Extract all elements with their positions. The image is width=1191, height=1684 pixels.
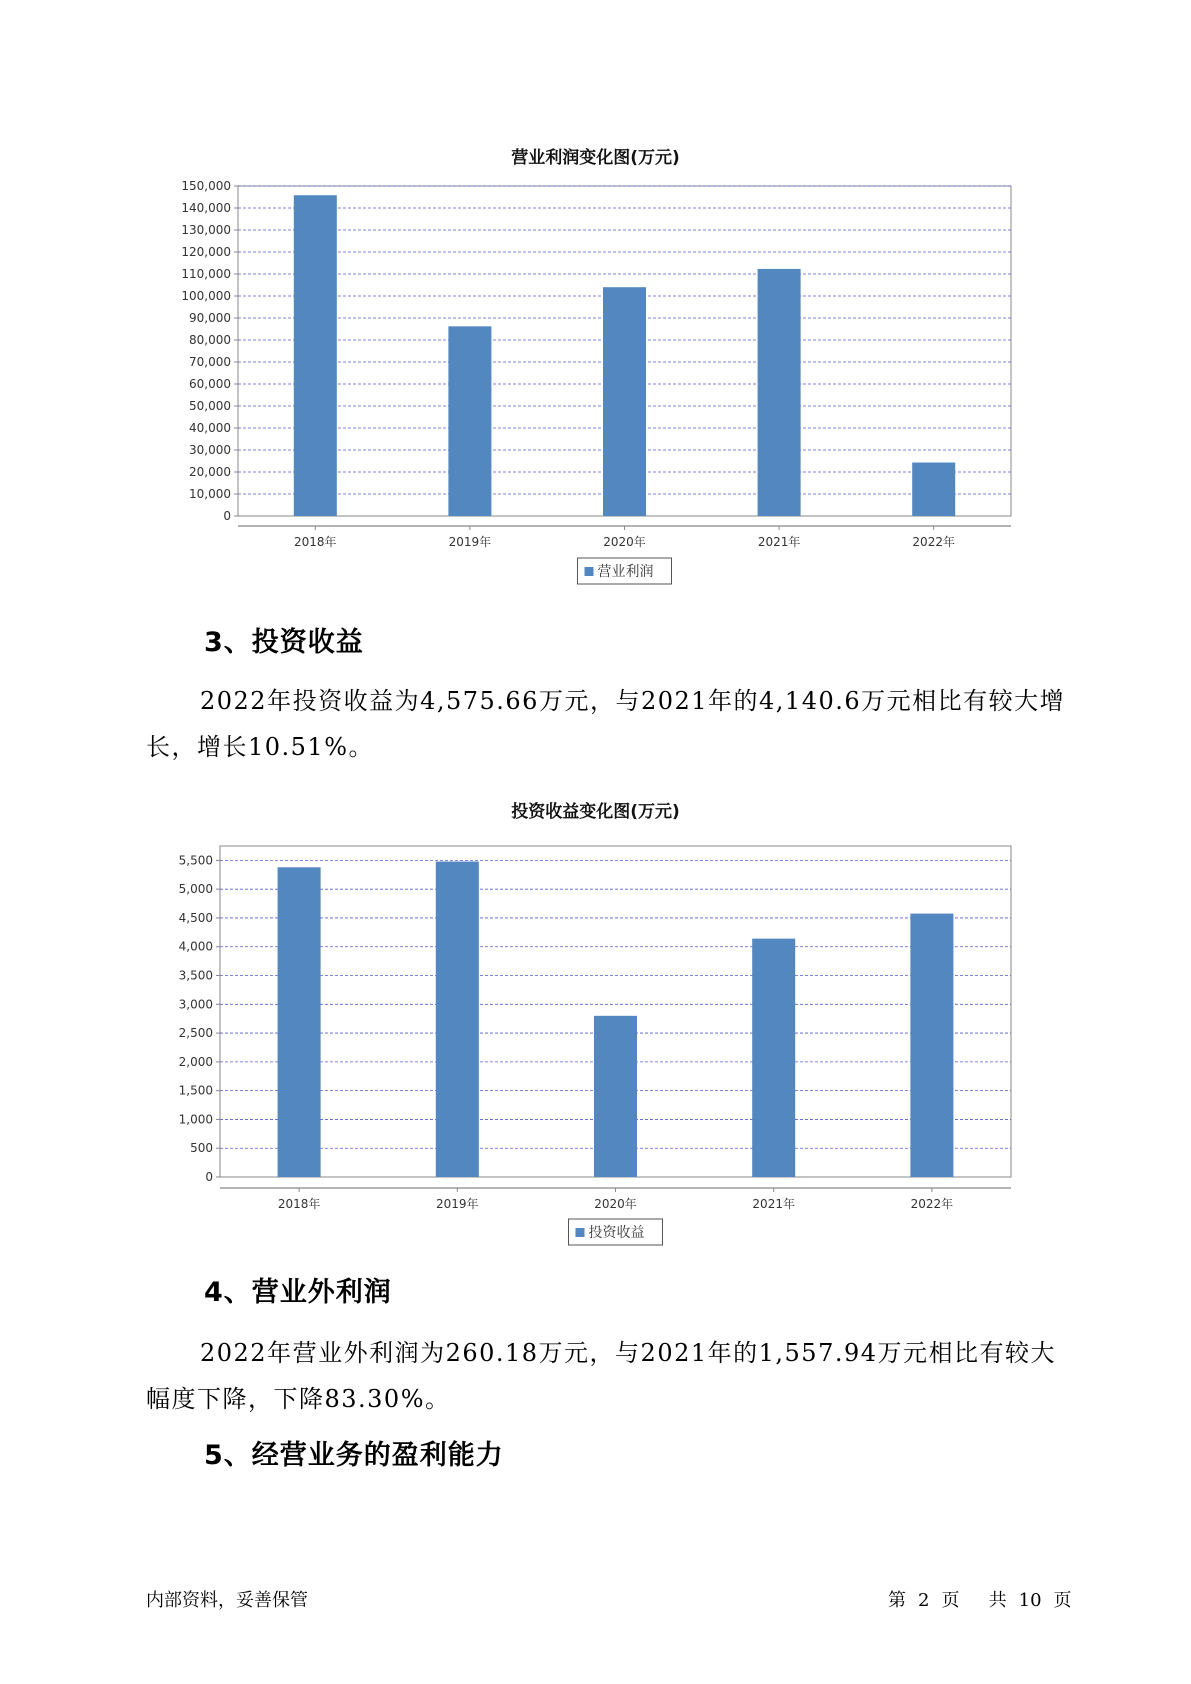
y-tick-label: 0	[223, 509, 231, 523]
y-tick-label: 4,500	[178, 910, 213, 925]
x-tick-label: 2021年	[757, 535, 801, 549]
section-3-paragraph: 2022年投资收益为4,575.66万元，与2021年的4,140.6万元相比有较大增长，增长10.51%。	[146, 687, 1066, 761]
y-tick-label: 90,000	[189, 311, 231, 325]
footer-page-info	[882, 1586, 1078, 1612]
section-4-paragraph: 2022年营业外利润为260.18万元，与2021年的1,557.94万元相比有较大幅度下降，下降83.30%。	[146, 1339, 1057, 1413]
y-tick-label: 1,000	[178, 1112, 213, 1127]
footer-page-prefix: 第	[888, 1590, 906, 1611]
chart2-title: 投资收益变化图(万元)	[511, 802, 680, 822]
chart1-title: 营业利润变化图(万元)	[511, 148, 680, 168]
y-tick-label: 120,000	[181, 245, 231, 259]
footer-page-unit: 页	[941, 1590, 960, 1611]
y-tick-label: 140,000	[181, 201, 231, 215]
footer-confidential: 内部资料，妥善保管	[146, 1590, 308, 1611]
y-tick-label: 3,000	[178, 997, 213, 1012]
y-tick-label: 60,000	[189, 377, 231, 391]
y-tick-label: 0	[205, 1170, 213, 1184]
x-tick-label: 2019年	[448, 535, 492, 549]
y-tick-label: 100,000	[181, 289, 231, 303]
section-5-heading: 5、经营业务的盈利能力	[204, 1440, 504, 1471]
y-tick-label: 30,000	[189, 443, 231, 457]
y-tick-label: 40,000	[189, 421, 231, 435]
y-tick-label: 110,000	[181, 267, 231, 281]
x-tick-label: 2018年	[294, 535, 337, 549]
y-tick-label: 80,000	[189, 333, 231, 347]
y-tick-label: 50,000	[189, 399, 231, 413]
y-tick-label: 130,000	[181, 223, 231, 237]
footer-total-unit: 页	[1053, 1590, 1072, 1611]
y-tick-label: 5,000	[178, 882, 213, 897]
y-tick-label: 2,000	[178, 1054, 213, 1069]
x-tick-label: 2019年	[436, 1197, 479, 1211]
x-tick-label: 2022年	[912, 535, 955, 549]
x-tick-label: 2018年	[277, 1197, 321, 1211]
x-tick-label: 2021年	[752, 1197, 795, 1211]
bar-2021年	[752, 939, 795, 1177]
legend-label: 投资收益	[588, 1225, 645, 1241]
y-tick-label: 3,500	[178, 968, 213, 983]
y-tick-label: 1,500	[178, 1083, 213, 1098]
y-tick-label: 4,000	[178, 939, 213, 954]
x-tick-label: 2022年	[910, 1197, 954, 1211]
y-tick-label: 150,000	[181, 179, 231, 193]
y-tick-label: 2,500	[178, 1026, 213, 1041]
footer-page-number: 2	[918, 1590, 930, 1611]
y-tick-label: 70,000	[189, 355, 231, 369]
footer-total-prefix: 共	[988, 1590, 1007, 1611]
bar-2019年	[436, 862, 479, 1177]
bar-2020年	[594, 1016, 637, 1177]
x-tick-label: 2020年	[603, 535, 646, 549]
section-4-heading: 4、营业外利润	[204, 1277, 392, 1308]
legend-swatch	[576, 1228, 585, 1237]
bar-2022年	[910, 914, 953, 1177]
footer-total-pages: 10	[1018, 1590, 1042, 1611]
y-tick-label: 10,000	[189, 487, 231, 501]
y-tick-label: 500	[190, 1141, 213, 1156]
y-tick-label: 20,000	[189, 465, 231, 479]
x-tick-label: 2020年	[594, 1197, 637, 1211]
y-tick-label: 5,500	[178, 853, 213, 868]
section-3-heading: 3、投资收益	[204, 627, 364, 658]
legend-label: 营业利润	[597, 564, 654, 580]
bar-2018年	[278, 867, 321, 1177]
